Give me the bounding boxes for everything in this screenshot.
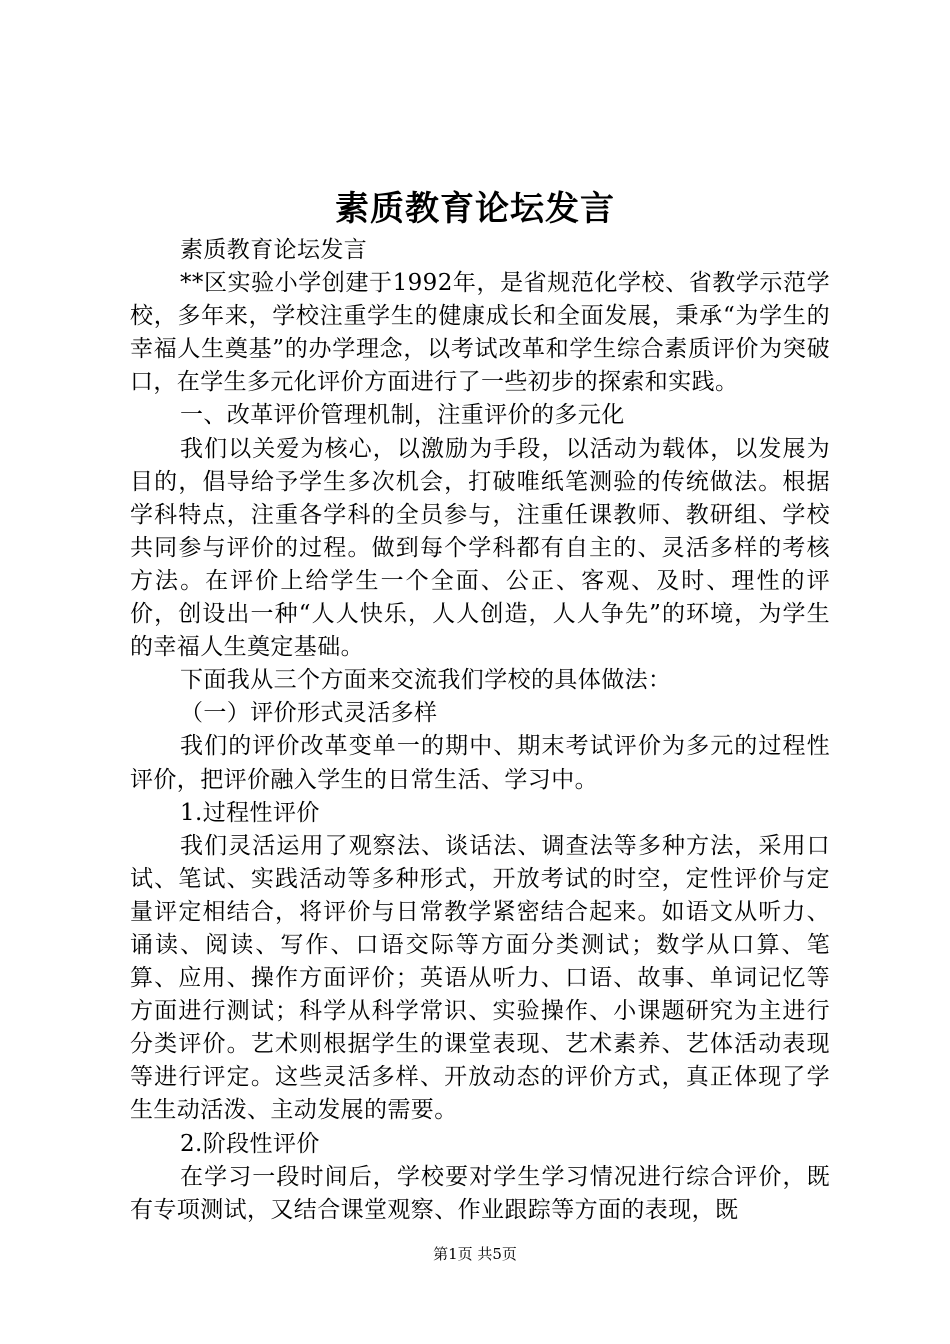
paragraph: 我们灵活运用了观察法、谈话法、调查法等多种方法，采用口试、笔试、实践活动等多种形式，开放考试的时空，定性评价与定量评定相结合，将评价与日常教学紧密结合起来。如语文从听力、诵读、阅读、写作、口语交际等方面分类测试；数学从口算、笔算、应用、操作方面评价；英语从听力、口语、故事、单词记忆等方面进行测试；科学从科学常识、实验操作、小课题研究为主进行分类评价。艺术则根据学生的课堂表现、艺术素养、艺体活动表现等进行评定。这些灵活多样、开放动态的评价方式，真正体现了学生生动活泼、主动发展的需要。: [130, 832, 830, 1124]
paragraph-intro: **区实验小学创建于1992年，是省规范化学校、省教学示范学校，多年来，学校注重学生的健康成长和全面发展，秉承“为学生的幸福人生奠基”的办学理念，以考试改革和学生综合素质评价为突破口，在学生多元化评价方面进行了一些初步的探索和实践。: [130, 270, 830, 396]
page-title: 素质教育论坛发言: [335, 189, 615, 229]
section-heading-1: 一、改革评价管理机制，注重评价的多元化: [180, 402, 625, 429]
item-heading-1: 1.过程性评价: [180, 799, 320, 826]
document-body: [130, 234, 830, 1227]
paragraph: 下面我从三个方面来交流我们学校的具体做法：: [180, 667, 672, 694]
subsection-heading-1: （一）评价形式灵活多样: [180, 700, 438, 727]
paragraph: 我们以关爱为核心，以激励为手段，以活动为载体，以发展为目的，倡导给予学生多次机会，打破唯纸笔测验的传统做法。根据学科特点，注重各学科的全员参与，注重任课教师、教研组、学校共同参与评价的过程。做到每个学科都有自主的、灵活多样的考核方法。在评价上给学生一个全面、公正、客观、及时、理性的评价，创设出一种“人人快乐，人人创造，人人争先”的环境，为学生的幸福人生奠定基础。: [130, 435, 830, 661]
page-number-footer: 第1页 共5页: [433, 1245, 517, 1263]
paragraph: 在学习一段时间后，学校要对学生学习情况进行综合评价，既有专项测试，又结合课堂观察、作业跟踪等方面的表现，既: [130, 1163, 830, 1223]
paragraph-subtitle: 素质教育论坛发言: [180, 237, 368, 263]
paragraph: 我们的评价改革变单一的期中、期末考试评价为多元的过程性评价，把评价融入学生的日常生活、学习中。: [130, 733, 830, 793]
item-heading-2: 2.阶段性评价: [180, 1130, 320, 1157]
